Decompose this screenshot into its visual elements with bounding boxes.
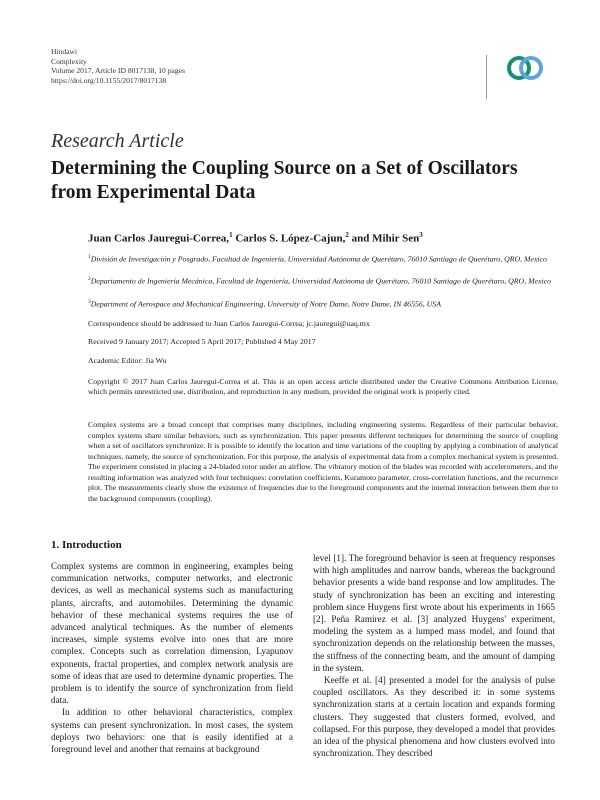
author-name[interactable]: Carlos S. López-Cajun, — [232, 232, 346, 245]
article-dates: Received 9 January 2017; Accepted 5 April 2017; Published 4 May 2017 — [88, 337, 316, 346]
abstract: Complex systems are a broad concept that comprises many disciplines, including engineering systems. Regardless of their particular behavior, complex systems share similar behaviors, such as synchronization. This paper presents different techniques for determining the source of coupling when a set of oscillators synchronize. It is possible to identify the location and time variations of the coupling by applying a combination of analytical techniques, namely, the source of synchronization. For this purpose, the analysis of experimental data from a complex mechanical system is presented. The experiment consisted in placing a 24-bladed rotor under an airflow. The vibratory motion of the blades was recorded with accelerometers, and the resulting information was analyzed with four techniques: correlation coefficients, Kuramoto parameter, cross-correlation functions, and the recurrence plot. The measurements clearly show the existence of frequencies due to the foreground components and the internal interaction between them due to the background components (coupling). — [88, 420, 558, 503]
article-type: Research Article — [51, 130, 184, 152]
journal-name: Complexity — [51, 56, 87, 66]
publisher-name: Hindawi — [51, 47, 78, 56]
volume-info: Volume 2017, Article ID 8017138, 10 pages — [51, 66, 185, 76]
body-column-left — [51, 560, 293, 755]
journal-header — [51, 47, 185, 85]
hindawi-rings-icon — [505, 54, 545, 82]
author-name[interactable]: and Mihir Sen — [348, 232, 420, 245]
paragraph: In addition to other behavioral characteristics, complex systems can present synchronization. In most cases, the system deploys two behaviors: one that is easily identified at a foreground level and another that remains at background — [51, 707, 293, 755]
paper-title: Determining the Coupling Source on a Set of Oscillators from Experimental Data — [51, 158, 518, 203]
author-affil-marker: 1 — [229, 231, 233, 239]
paragraph: Complex systems are common in engineering, examples being communication networks, computer networks, and electronic devices, as well as mechanical systems such as manufacturing plants, aircrafts, and automobiles. Determining the dynamic behavior of these mechanical systems requires the use of advanced analytical techniques. As the number of elements increases, simple systems evolve into ones that are more complex. Concepts such as correlation dimension, Lyapunov exponents, fractal properties, and complex network analysis are some of ideas that are used to determine dynamic properties. The problem is to identify the source of synchronization from field data. — [51, 561, 293, 706]
affiliation-text: Department of Aerospace and Mechanical Engineering, University of Notre Dame, Notre Dame, IN 46556, USA — [90, 299, 441, 309]
body-column-right — [313, 552, 555, 759]
author-affil-marker: 3 — [419, 231, 423, 239]
author-affil-marker: 2 — [345, 231, 349, 239]
copyright-notice: Copyright © 2017 Juan Carlos Jauregui-Correa et al. This is an open access article distributed under the Creative Commons Attribution License, which permits unrestricted use, distribution, and reproduction in any medium, provided the original work is properly cited. — [88, 377, 558, 397]
doi-link[interactable]: https://doi.org/10.1155/2017/8017138 — [51, 75, 167, 85]
author-name[interactable]: Juan Carlos Jauregui-Correa, — [88, 232, 230, 245]
affiliation-number: 3 — [88, 299, 91, 305]
affiliation-number: 1 — [88, 254, 91, 260]
paragraph: Keeffe et al. [4] presented a model for the analysis of pulse coupled oscillators. As they described it: in some systems synchronization starts at a certain location and expands forming clusters. They suggested that clusters formed, evolved, and collapsed. For this purpose, they developed a model that provides an idea of the physical phenomena and how clusters evolved into synchronization. They described — [313, 675, 555, 759]
affiliation — [88, 252, 558, 265]
affiliation-text: Departamento de Ingeniería Mecánica, Facultad de Ingeniería, Universidad Autónoma de Querétaro, 76010 Santiago de Querétaro, QRO, Mexico — [90, 276, 552, 286]
affiliation — [88, 274, 558, 287]
affiliation-number: 2 — [88, 276, 91, 282]
paragraph: level [1]. The foreground behavior is seen at frequency responses with high amplitudes and narrow bands, whereas the background behavior presents a wide band response and low amplitudes. The study of synchronization has been an exciting and interesting problem since Huygens first wrote about his experiments in 1665 [2]. Peña Ramirez et al. [3] analyzed Huygens' experiment, modeling the system as a lumped mass model, and found that synchronization depends on the relationship between the masses, the stiffness of the connecting beam, and the amount of damping in the system. — [313, 553, 555, 673]
author-list — [88, 231, 423, 245]
section-heading: 1. Introduction — [51, 539, 122, 551]
hindawi-logo — [495, 54, 555, 83]
correspondence: Correspondence should be addressed to Juan Carlos Jauregui-Correa; jc.jauregui@uaq.mx — [88, 319, 370, 328]
academic-editor: Academic Editor: Jia Wu — [88, 356, 167, 365]
logo-divider — [486, 55, 487, 99]
affiliation-text: División de Investigación y Posgrado, Facultad de Ingeniería, Universidad Autónoma de Querétaro, 76010 Santiago de Querétaro, QRO, Mexico — [90, 254, 547, 264]
affiliation — [88, 297, 558, 310]
